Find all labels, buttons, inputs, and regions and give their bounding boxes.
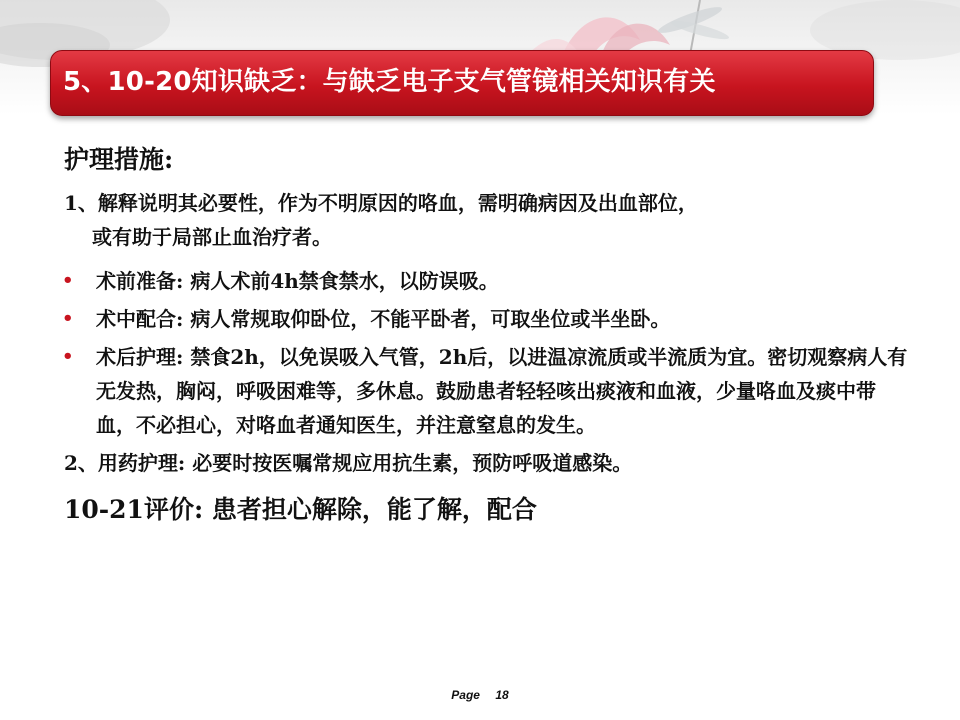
bullet-dot-icon: •	[62, 308, 74, 329]
bullet-item	[64, 340, 914, 442]
bullet-dot-icon: •	[62, 270, 74, 291]
bullet-text: 术后护理: 禁食2h，以免误吸入气管，2h后，以进温凉流质或半流质为宜。密切观察病人有无发热，胸闷，呼吸困难等，多休息。鼓励患者轻轻咳出痰液和血液，少量咯血及痰中带血，不必担心，对咯血者通知医生，并注意窒息的发生。	[96, 345, 908, 437]
item-first-line2: 或有助于局部止血治疗者。	[92, 225, 332, 249]
evaluation-line: 10-21评价: 患者担心解除，能了解，配合	[64, 495, 537, 524]
item-second: 2、用药护理: 必要时按医嘱常规应用抗生素，预防呼吸道感染。	[64, 451, 633, 475]
section-heading: 护理措施:	[64, 145, 174, 174]
bullet-dot-icon: •	[62, 346, 74, 367]
slide-title: 5、10-20知识缺乏：与缺乏电子支气管镜相关知识有关	[63, 67, 716, 97]
bullet-item	[64, 302, 914, 336]
title-bar	[50, 50, 874, 116]
item-first	[64, 186, 914, 254]
page-label: Page	[451, 688, 480, 702]
bullet-text: 术前准备: 病人术前4h禁食禁水，以防误吸。	[96, 269, 499, 293]
page-number: 18	[495, 688, 509, 702]
page-footer	[0, 688, 960, 702]
bullet-item	[64, 264, 914, 298]
slide-content	[64, 140, 914, 530]
item-first-line1: 1、解释说明其必要性，作为不明原因的咯血，需明确病因及出血部位，	[64, 191, 698, 215]
bullet-text: 术中配合: 病人常规取仰卧位，不能平卧者，可取坐位或半坐卧。	[96, 307, 671, 331]
